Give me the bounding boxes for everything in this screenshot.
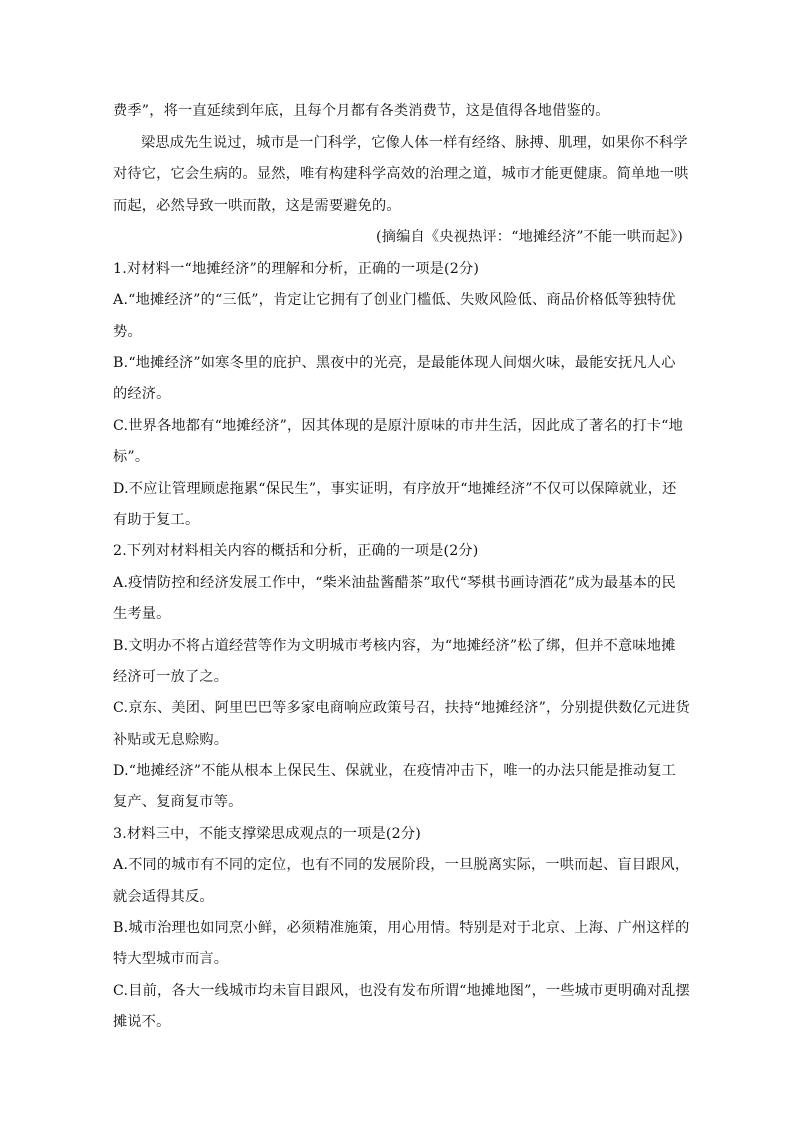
question-1-option-b-line-2: 的经济。 [113, 386, 171, 402]
question-3-stem: 3.材料三中，不能支撑梁思成观点的一项是(2分) [113, 826, 421, 842]
question-1-option-b-line-1: B.“地摊经济”如寒冬里的庇护、黑夜中的光亮，是最能体现人间烟火味，最能安抚凡人心 [113, 355, 676, 371]
question-3-option-b-line-1: B.城市治理也如同烹小鲜，必须精准施策，用心用情。特别是对于北京、上海、广州这样的 [113, 920, 690, 936]
question-2-option-b-line-2: 经济可一放了之。 [113, 669, 229, 685]
question-2-option-b-line-1: B.文明办不将占道经营等作为文明城市考核内容，为“地摊经济”松了绑，但并不意味地摊 [113, 638, 676, 654]
question-2-option-d-line-1: D.“地摊经济”不能从根本上保民生、保就业，在疫情冲击下，唯一的办法只能是推动复工 [113, 763, 677, 779]
question-2-stem: 2.下列对材料相关内容的概括和分析，正确的一项是(2分) [113, 543, 479, 559]
paragraph-intro-end: 费季”，将一直延续到年底，且每个月都有各类消费节，这是值得各地借鉴的。 [113, 103, 610, 119]
source-note: (摘编自《央视热评：“地摊经济”不能一哄而起》) [375, 229, 683, 245]
question-3-option-b-line-2: 特大型城市而言。 [113, 951, 229, 967]
question-3-option-c-line-1: C.目前，各大一线城市均未盲目跟风，也没有发布所谓“地摊地图”，一些城市更明确对乱摆 [113, 983, 690, 999]
question-1-option-c-line-1: C.世界各地都有“地摊经济”，因其体现的是原汁原味的市井生活，因此成了著名的打卡“地 [113, 418, 683, 434]
question-1-option-a-line-2: 势。 [113, 324, 142, 340]
question-2-option-c-line-2: 补贴或无息赊购。 [113, 732, 229, 748]
question-2-option-d-line-2: 复产、复商复市等。 [113, 794, 243, 810]
question-1-option-d-line-2: 有助于复工。 [113, 512, 200, 528]
question-3-option-a-line-1: A.不同的城市有不同的定位，也有不同的发展阶段，一旦脱离实际，一哄而起、盲目跟风， [113, 857, 690, 873]
question-2-option-a-line-2: 生考量。 [113, 606, 171, 622]
question-1-option-d-line-1: D.不应让管理顾虑拖累“保民生”，事实证明，有序放开“地摊经济”不仅可以保障就业，还 [113, 481, 677, 497]
paragraph-liang-line-1: 梁思成先生说过，城市是一门科学，它像人体一样有经络、脉搏、肌理，如果你不科学 [141, 135, 688, 151]
question-3-option-a-line-2: 就会适得其反。 [113, 889, 214, 905]
question-3-option-c-line-2: 摊说不。 [113, 1014, 171, 1030]
paragraph-liang-line-3: 而起，必然导致一哄而散，这是需要避免的。 [113, 198, 401, 214]
question-2-option-c-line-1: C.京东、美团、阿里巴巴等多家电商响应政策号召，扶持“地摊经济”，分别提供数亿元进货 [113, 700, 690, 716]
question-1-option-c-line-2: 标”。 [113, 449, 150, 465]
question-1-stem: 1.对材料一“地摊经济”的理解和分析，正确的一项是(2分) [113, 261, 480, 277]
question-2-option-a-line-1: A.疫情防控和经济发展工作中，“柴米油盐酱醋茶”取代“琴棋书画诗酒花”成为最基本的民 [113, 575, 676, 591]
paragraph-liang-line-2: 对待它，它会生病的。显然，唯有构建科学高效的治理之道，城市才能更健康。简单地一哄 [113, 166, 689, 182]
question-1-option-a-line-1: A.“地摊经济”的“三低”，肯定让它拥有了创业门槛低、失败风险低、商品价格低等独特优 [113, 292, 676, 308]
